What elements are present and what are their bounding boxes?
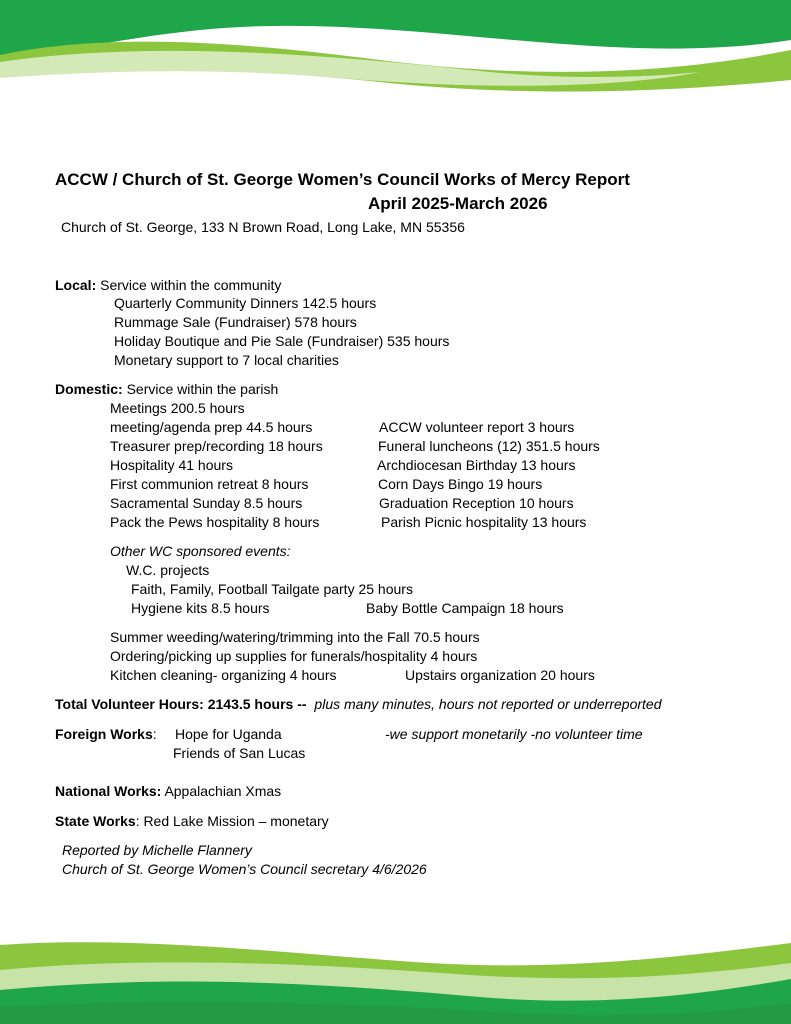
kitchen-cleaning-item: Kitchen cleaning- organizing 4 hours	[110, 667, 337, 683]
local-item: Rummage Sale (Fundraiser) 578 hours	[114, 314, 357, 330]
reported-by: Reported by Michelle Flannery	[62, 842, 252, 858]
domestic-heading	[55, 381, 278, 397]
domestic-item-right: Funeral luncheons (12) 351.5 hours	[378, 438, 600, 454]
domestic-extra-item: Ordering/picking up supplies for funerals/hospitality 4 hours	[110, 648, 478, 664]
national-works-label: National Works:	[55, 783, 162, 799]
top-wave-banner	[0, 0, 791, 100]
report-title: ACCW / Church of St. George Women’s Council Works of Mercy Report	[55, 170, 630, 189]
domestic-item-right: Parish Picnic hospitality 13 hours	[381, 514, 587, 530]
total-hours-label: Total Volunteer Hours: 2143.5 hours --	[55, 696, 307, 712]
local-heading	[55, 277, 281, 293]
state-works-line	[55, 813, 329, 829]
foreign-works-note: -we support monetarily -no volunteer time	[385, 726, 643, 742]
local-item: Quarterly Community Dinners 142.5 hours	[114, 295, 377, 311]
foreign-works-item: Hope for Uganda	[175, 726, 282, 742]
local-description: Service within the community	[100, 277, 282, 293]
domestic-item-right: Graduation Reception 10 hours	[379, 495, 574, 511]
total-hours-note: plus many minutes, hours not reported or underreported	[314, 696, 662, 712]
national-works-line	[55, 783, 281, 799]
local-label: Local:	[55, 277, 97, 293]
wc-projects-label: W.C. projects	[126, 562, 210, 578]
bottom-wave-banner	[0, 935, 791, 1024]
foreign-works-colon: :	[152, 726, 157, 742]
domestic-item-right: Archdiocesan Birthday 13 hours	[377, 457, 576, 473]
state-works-value: : Red Lake Mission – monetary	[135, 813, 329, 829]
reporter-role-date: Church of St. George Women’s Council secretary 4/6/2026	[62, 861, 427, 877]
domestic-item-left: meeting/agenda prep 44.5 hours	[110, 419, 313, 435]
domestic-meetings: Meetings 200.5 hours	[110, 400, 245, 416]
domestic-extra-item: Summer weeding/watering/trimming into the Fall 70.5 hours	[110, 629, 480, 645]
upstairs-organization-item: Upstairs organization 20 hours	[405, 667, 595, 683]
state-works-label: State Works	[55, 813, 136, 829]
baby-bottle-item: Baby Bottle Campaign 18 hours	[366, 600, 564, 616]
domestic-item-right: Corn Days Bingo 19 hours	[378, 476, 543, 492]
domestic-item-left: Pack the Pews hospitality 8 hours	[110, 514, 320, 530]
national-works-value: Appalachian Xmas	[164, 783, 282, 799]
local-item: Monetary support to 7 local charities	[114, 352, 339, 368]
report-period: April 2025-March 2026	[368, 194, 548, 213]
foreign-works-label: Foreign Works	[55, 726, 153, 742]
tailgate-item: Faith, Family, Football Tailgate party 25 hours	[131, 581, 413, 597]
domestic-item-left: Hospitality 41 hours	[110, 457, 233, 473]
domestic-item-right: ACCW volunteer report 3 hours	[379, 419, 575, 435]
hygiene-kits-item: Hygiene kits 8.5 hours	[131, 600, 270, 616]
domestic-item-left: Sacramental Sunday 8.5 hours	[110, 495, 303, 511]
domestic-description: Service within the parish	[126, 381, 279, 397]
church-address: Church of St. George, 133 N Brown Road, Long Lake, MN 55356	[61, 219, 465, 235]
domestic-item-left: First communion retreat 8 hours	[110, 476, 309, 492]
other-events-heading: Other WC sponsored events:	[110, 543, 291, 559]
local-item: Holiday Boutique and Pie Sale (Fundraiser) 535 hours	[114, 333, 450, 349]
domestic-label: Domestic:	[55, 381, 123, 397]
foreign-works-item: Friends of San Lucas	[173, 745, 306, 761]
foreign-works-heading	[55, 726, 157, 742]
total-hours-line	[55, 696, 662, 712]
domestic-item-left: Treasurer prep/recording 18 hours	[110, 438, 323, 454]
